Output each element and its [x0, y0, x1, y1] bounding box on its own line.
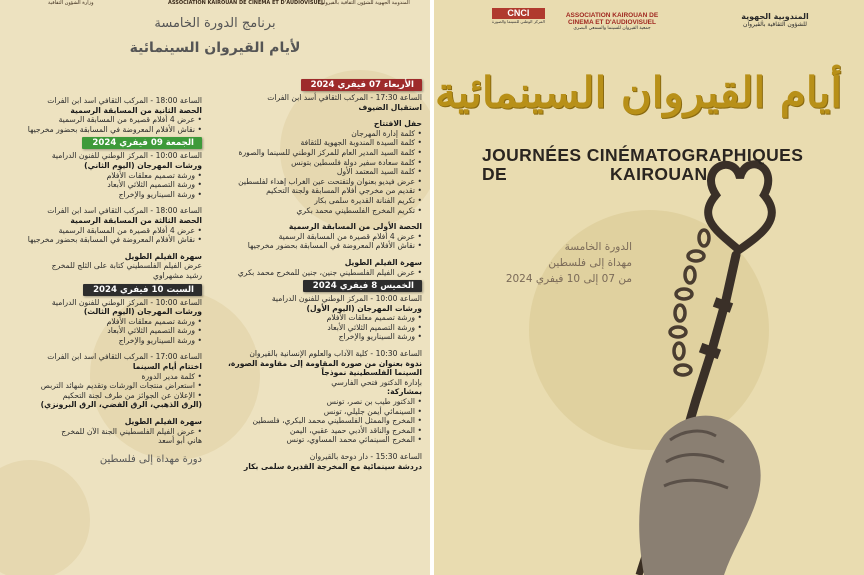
event-heading: الحصة الثانية من المسابقة الرسمية [70, 105, 202, 115]
day-badge: الخميس 8 فيفري 2024 [303, 280, 422, 292]
event-time: رشيد مشهراوي [153, 270, 202, 280]
event-item: • ورشة تصميم معلقات الأفلام [2, 171, 202, 181]
spacer [210, 251, 422, 258]
program-column-right [210, 76, 422, 471]
event-time: الساعة 15:30 - دار دوحة بالقيروان [309, 452, 422, 461]
event-item: • كلمة مدير الدورة [2, 372, 202, 382]
day-badge-row [2, 134, 202, 151]
event-item: • كلمة سعادة سفير دولة فلسطين بتونس [210, 158, 422, 168]
event-item: • ورشة السيناريو والإخراج [2, 190, 202, 200]
event-item: • تكريم المخرج الفلسطيني محمد بكري [210, 206, 422, 216]
spacer [210, 445, 422, 452]
event-item: • عرض الفيلم الفلسطيني جنين، جنين للمخرج محمد بكري [210, 268, 422, 278]
event-item: • عرض فيديو بعنوان ولتفتحت عين الغراب إهداء لفلسطين [210, 177, 422, 187]
program-header-line2: لأيام القيروان السينمائية [129, 40, 301, 56]
ministry-logo: وزارة الشؤون الثقافية [48, 0, 94, 6]
event-item: • ورشة التصميم الثلاثي الأبعاد [2, 180, 202, 190]
event-item: • الإعلان عن الجوائز من طرف لجنة التحكيم [2, 391, 202, 401]
event-item: • المخرج السينمائي محمد المساوي، تونس [210, 435, 422, 445]
spacer [210, 112, 422, 119]
day-badge: الأربعاء 07 فيفري 2024 [301, 79, 422, 91]
event-time: الساعة 10:00 - المركز الوطني للفنون الدرامية [51, 151, 202, 161]
program-column-left [2, 96, 202, 467]
event-time: الساعة 17:30 - المركب الثقافي أسد ابن الفرات [267, 93, 422, 102]
spacer [2, 410, 202, 417]
event-item: • المخرج والناقد الأدبي حميد عقبي، اليمن [210, 426, 422, 436]
event-heading: ورشات المهرجان (اليوم الثاني) [84, 160, 202, 170]
background-ornament [0, 460, 90, 575]
regional-delegation-logo: المندوبية الجهوية للشؤون الثقافية بالقيروان [320, 0, 410, 6]
association-name-ar: جمعية القيروان للسينما والسمعي البصري [573, 26, 651, 31]
event-heading: (الرق الذهبي، الرق الفضي، الرق البرونزي) [40, 400, 202, 410]
event-item: • ورشة تصميم معلقات الأفلام [210, 313, 422, 323]
festival-dates: من 07 إلى 10 فيفري 2024 [505, 273, 632, 285]
event-item: • الدكتور طيب بن نصر، تونس [210, 397, 422, 407]
day-badge-row [2, 281, 202, 298]
event-item: • عرض الفيلم الفلسطيني الجنة الآن للمخرج [2, 427, 202, 437]
event-time: الساعة 18:00 - المركب الثقافي اسد ابن الفرات [47, 206, 202, 216]
event-heading: استقبال الضيوف [358, 102, 422, 112]
dedication-footer: دورة مهداة إلى فلسطين [99, 453, 202, 465]
event-time: عرض الفيلم الفلسطيني كتابة على الثلج للمخرج [51, 261, 202, 271]
association-logo: ASSOCIATION KAIROUAN DE CINEMA ET D'AUDIOVISUEL [168, 0, 325, 6]
festival-title-fr-kairouan: KAIROUAN [610, 164, 708, 184]
event-item: • عرض 4 أفلام قصيرة من المسابقة الرسمية [210, 232, 422, 242]
association-name-fr: ASSOCIATION KAIROUAN DE CINEMA ET D'AUDIOVISUEL [565, 12, 659, 26]
event-item: • عرض 4 أفلام قصيرة من المسابقة الرسمية [2, 226, 202, 236]
day-badge: الجمعة 09 فيفري 2024 [82, 137, 202, 149]
event-heading: الحصة الثالثة من المسابقة الرسمية [70, 215, 202, 225]
program-page [0, 0, 430, 575]
event-time: الساعة 10:00 - المركز الوطني للفنون الدرامية [51, 297, 202, 307]
event-item: • كلمة السيد المدير العام للمركز الوطني للسينما والصورة [210, 148, 422, 158]
regional-delegation-line2: للشؤون الثقافية بالقيروان [743, 21, 807, 28]
event-item: • كلمة السيد المعتمد الأول [210, 167, 422, 177]
event-heading: بمشاركة: [387, 387, 422, 397]
event-time: الساعة 17:00 - المركب الثقافي اسد ابن الفرات [47, 352, 202, 362]
edition-label: الدورة الخامسة [564, 241, 632, 253]
event-item: • ورشة التصميم الثلاثي الأبعاد [2, 326, 202, 336]
program-header-line1: برنامج الدورة الخامسة [154, 16, 276, 31]
event-item: • نقاش الأفلام المعروضة في المسابقة بحضور مخرجيها [210, 241, 422, 251]
event-item: • تقديم من مخرجي أفلام المسابقة ولجنة التحكيم [210, 186, 422, 196]
event-item: • ورشة السيناريو والإخراج [210, 332, 422, 342]
event-heading: دردشة سينمائية مع المخرجة القديرة سلمى بكار [243, 461, 422, 471]
event-heading: ورشات المهرجان (اليوم الثالث) [83, 307, 202, 317]
event-heading: السينما الفلسطينية نموذجاً [321, 368, 422, 378]
festival-title-fr-line1: JOURNÉES CINÉMATOGRAPHIQUES [482, 145, 804, 165]
event-heading: سهرة الفيلم الطويل [124, 417, 202, 427]
event-item: • ورشة السيناريو والإخراج [2, 336, 202, 346]
event-item: • عرض 4 أفلام قصيرة من المسابقة الرسمية [2, 115, 202, 125]
event-item: • نقاش الأفلام المعروضة في المسابقة بحضور مخرجيها [2, 125, 202, 135]
poster-page [434, 0, 864, 575]
event-item: • السينمائي أيمن جليلي، تونس [210, 407, 422, 417]
event-heading: ورشات المهرجان (اليوم الأول) [306, 303, 422, 313]
event-item: • كلمة السيدة المندوبة الجهوية للثقافة [210, 138, 422, 148]
spacer [2, 446, 202, 453]
event-heading: ندوة بعنوان من صورة المقاومة إلى مقاومة الصورة، [227, 358, 422, 368]
cnci-wordmark: CNCI [492, 8, 545, 19]
event-item: • المخرج والممثل الفلسطيني محمد البكري، فلسطين [210, 416, 422, 426]
event-time: الساعة 18:00 - المركب الثقافي اسد ابن الفرات [47, 96, 202, 105]
event-heading: اختتام أيام السينما [132, 362, 202, 372]
regional-delegation-line1: المندوبية الجهوية [741, 12, 809, 21]
dedication-label: مهداة إلى فلسطين [548, 257, 632, 269]
spacer [2, 199, 202, 206]
festival-title-ar: أيام القيروان السينمائية [435, 68, 842, 117]
event-heading: الحصة الأولى من المسابقة الرسمية [288, 222, 422, 232]
spacer [2, 345, 202, 352]
day-badge: السبت 10 فيفري 2024 [83, 284, 202, 296]
spacer [2, 245, 202, 252]
event-time: الساعة 10:00 - المركز الوطني للفنون الدرامية [271, 294, 422, 304]
event-time: هاني أبو أسعد [158, 436, 202, 446]
event-heading: سهرة الفيلم الطويل [124, 251, 202, 261]
event-item: • ورشة التصميم الثلاثي الأبعاد [210, 323, 422, 333]
cnci-subtitle: المركز الوطني للسينما والصورة [492, 19, 545, 24]
event-time: الساعة 10:30 - كلية الآداب والعلوم الإنسانية بالقيروان [249, 349, 422, 359]
day-badge-row [210, 277, 422, 294]
event-item: • كلمة إدارة المهرجان [210, 129, 422, 139]
spacer [210, 342, 422, 349]
event-item: • استعراض منتجات الورشات وتقديم شهائد التربص [2, 381, 202, 391]
event-item: • تكريم الفنانة القديرة سلمى بكار [210, 196, 422, 206]
event-heading: سهرة الفيلم الطويل [344, 257, 422, 267]
event-heading: حفل الافتتاح [373, 119, 422, 129]
event-item: • نقاش الأفلام المعروضة في المسابقة بحضور مخرجيها [2, 235, 202, 245]
event-item: • ورشة تصميم معلقات الأفلام [2, 317, 202, 327]
day-badge-row [210, 76, 422, 93]
event-time: بإدارة الدكتور فتحي الفارسي [331, 377, 422, 387]
festival-title-fr-de: DE [482, 164, 508, 184]
